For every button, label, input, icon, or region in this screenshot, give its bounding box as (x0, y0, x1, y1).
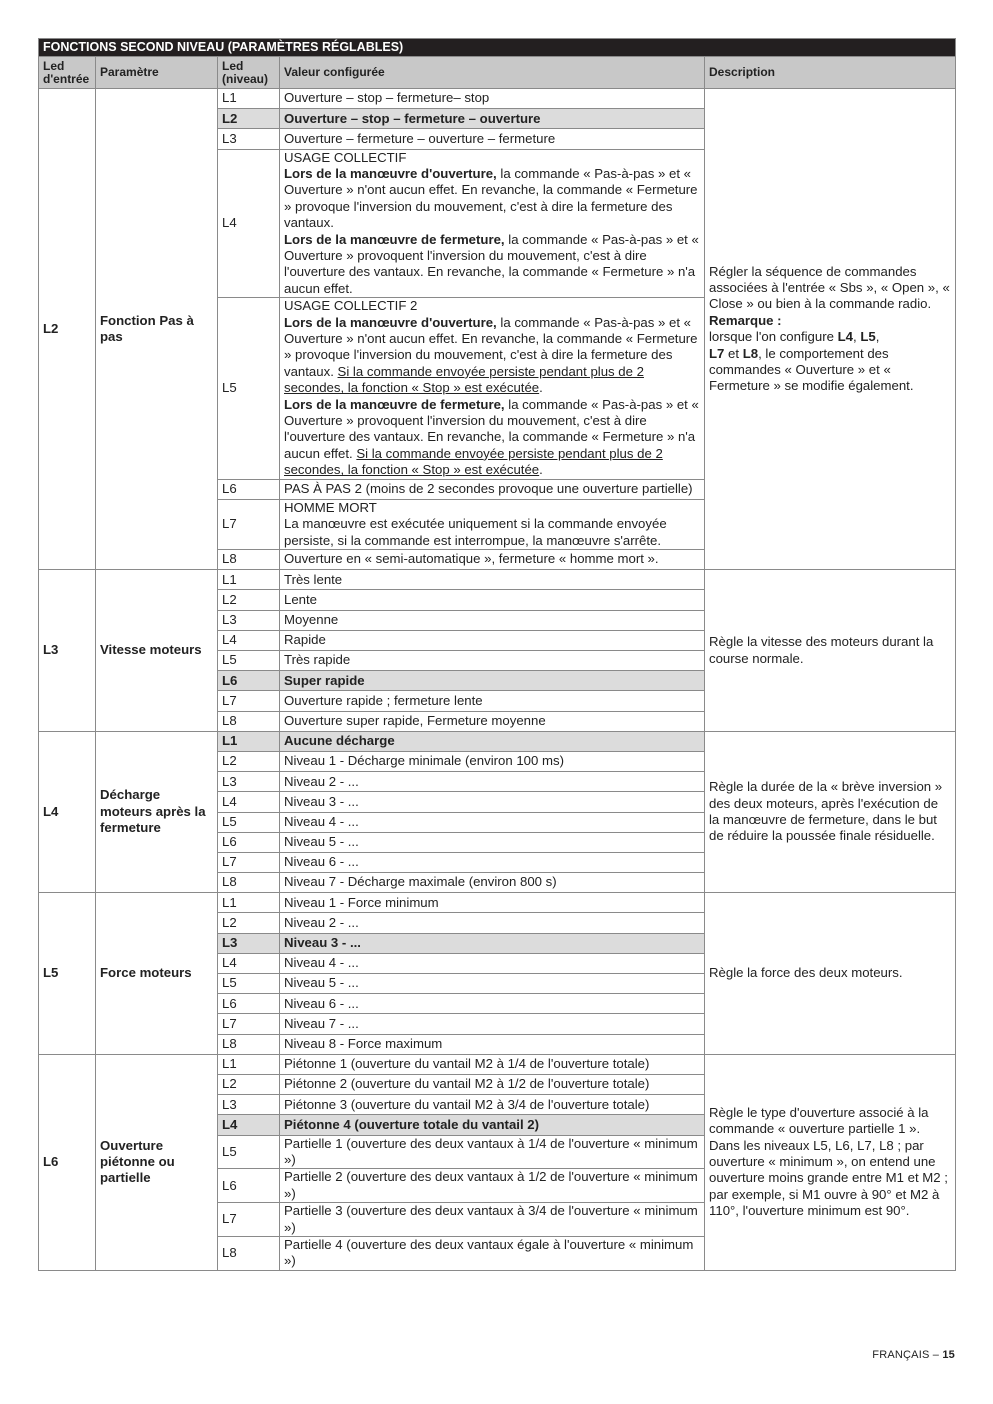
level-cell: L2 (218, 109, 280, 129)
group-code: L4 (39, 731, 96, 893)
table-row (39, 1054, 956, 1074)
group-parameter: Force moteurs (96, 893, 218, 1055)
value-bold-text: Lors de la manœuvre d'ouverture, (284, 165, 497, 181)
level-cell: L4 (218, 792, 280, 812)
value-cell: Lente (280, 590, 705, 610)
level-cell: L8 (218, 873, 280, 893)
level-cell: L1 (218, 89, 280, 109)
group-code: L6 (39, 1054, 96, 1270)
level-cell: L3 (218, 610, 280, 630)
level-cell: L1 (218, 893, 280, 913)
group-code: L2 (39, 89, 96, 570)
footer-language: FRANÇAIS – (872, 1349, 943, 1361)
value-cell: Piétonne 3 (ouverture du vantail M2 à 3/4 de l'ouverture totale) (280, 1095, 705, 1115)
value-cell: Ouverture en « semi-automatique », fermeture « homme mort ». (280, 550, 705, 570)
value-text: la commande « Pas-à-pas » et « Ouverture » n'ont aucun effet. En revanche, la commande « Fermeture » provoque l'inversion du mouvement, c'est à dire la fermeture des vantaux. (284, 314, 698, 379)
remark-text: et (724, 345, 743, 361)
table-title-row (39, 39, 956, 57)
level-cell: L5 (218, 974, 280, 994)
level-cell: L2 (218, 590, 280, 610)
header-value: Valeur configurée (280, 57, 705, 89)
level-cell: L2 (218, 751, 280, 771)
level-cell: L7 (218, 1014, 280, 1034)
level-cell: L2 (218, 1074, 280, 1094)
remark-code: L4 (837, 329, 854, 345)
value-heading: HOMME MORT (284, 499, 377, 515)
value-cell: Niveau 4 - ... (280, 812, 705, 832)
value-cell: Aucune décharge (280, 731, 705, 751)
group-parameter: Vitesse moteurs (96, 570, 218, 732)
remark-code: L7 (709, 345, 725, 361)
value-cell: Ouverture – stop – fermeture – ouverture (280, 109, 705, 129)
value-cell (280, 298, 705, 479)
level-cell: L5 (218, 1135, 280, 1169)
group-code: L5 (39, 893, 96, 1055)
value-cell: Ouverture – fermeture – ouverture – fermeture (280, 129, 705, 149)
description-intro: Régler la séquence de commandes associées à l'entrée « Sbs », « Open », « Close » ou bien à la commande radio. (709, 263, 950, 312)
level-cell: L7 (218, 1203, 280, 1237)
header-parameter: Paramètre (96, 57, 218, 89)
value-cell: Niveau 6 - ... (280, 852, 705, 872)
level-cell: L6 (218, 1169, 280, 1203)
level-cell: L3 (218, 129, 280, 149)
header-led-input-line1: Led (43, 58, 65, 73)
level-cell: L3 (218, 1095, 280, 1115)
header-led-level-line1: Led (222, 58, 244, 73)
value-heading: USAGE COLLECTIF (284, 149, 407, 165)
value-cell: Piétonne 4 (ouverture totale du vantail 2) (280, 1115, 705, 1135)
value-text: . (539, 380, 543, 396)
remark-text: , le comportement des commandes « Ouverture » et « Fermeture » se modifie également. (709, 345, 914, 394)
level-cell: L1 (218, 570, 280, 590)
level-cell: L2 (218, 913, 280, 933)
group-code: L3 (39, 570, 96, 732)
table-title: FONCTIONS SECOND NIVEAU (PARAMÈTRES RÉGLABLES) (39, 39, 956, 57)
value-text: la commande « Pas-à-pas » et « Ouverture » provoquent l'inversion du mouvement, c'est à dire l'ouverture des vantaux. En revanche, la commande « Fermeture » n'a aucun effet. (284, 396, 699, 461)
level-cell: L4 (218, 149, 280, 298)
value-cell: Niveau 2 - ... (280, 772, 705, 792)
value-cell: Rapide (280, 630, 705, 650)
level-cell: L7 (218, 499, 280, 549)
page-number: 15 (942, 1349, 955, 1361)
value-cell: Piétonne 2 (ouverture du vantail M2 à 1/2 de l'ouverture totale) (280, 1074, 705, 1094)
value-cell: Très rapide (280, 651, 705, 671)
level-cell: L1 (218, 731, 280, 751)
value-text: La manœuvre est exécutée uniquement si la commande envoyée persiste, si la commande est interrompue, la manœuvre s'arrête. (284, 516, 667, 548)
remark-text: lorsque l'on configure (709, 329, 838, 345)
value-cell: Piétonne 1 (ouverture du vantail M2 à 1/4 de l'ouverture totale) (280, 1054, 705, 1074)
functions-table (38, 38, 956, 1271)
level-cell: L5 (218, 651, 280, 671)
value-cell: Niveau 3 - ... (280, 792, 705, 812)
level-cell: L6 (218, 832, 280, 852)
remark-text: , (853, 329, 861, 345)
level-cell: L8 (218, 550, 280, 570)
group-parameter: Décharge moteurs après la fermeture (96, 731, 218, 893)
level-cell: L7 (218, 691, 280, 711)
level-cell: L5 (218, 298, 280, 479)
level-cell: L3 (218, 772, 280, 792)
level-cell: L8 (218, 1236, 280, 1270)
value-cell: Partielle 1 (ouverture des deux vantaux à 1/4 de l'ouverture « minimum ») (280, 1135, 705, 1169)
remark-label: Remarque : (709, 312, 782, 328)
page-footer (872, 1349, 955, 1361)
value-cell: Niveau 1 - Force minimum (280, 893, 705, 913)
value-cell: Partielle 4 (ouverture des deux vantaux égale à l'ouverture « minimum ») (280, 1236, 705, 1270)
header-led-level (218, 57, 280, 89)
level-cell: L4 (218, 953, 280, 973)
group-description: Règle le type d'ouverture associé à la commande « ouverture partielle 1 ». Dans les niveaux L5, L6, L7, L8 ; par ouverture « minimum », on entend une ouverture moins grande entre M1 et M2 ; par exemple, si M1 ouvre à 90° et M2 à 110°, l'ouverture minimum est 90°. (705, 1054, 956, 1270)
value-cell: Moyenne (280, 610, 705, 630)
table-header-row (39, 57, 956, 89)
header-led-level-line2: (niveau) (222, 71, 269, 86)
value-heading: USAGE COLLECTIF 2 (284, 298, 418, 314)
remark-text: , (875, 329, 880, 345)
value-cell: Très lente (280, 570, 705, 590)
value-cell: Partielle 3 (ouverture des deux vantaux à 3/4 de l'ouverture « minimum ») (280, 1203, 705, 1237)
group-description: Règle la durée de la « brève inversion » des deux moteurs, après l'exécution de la manœuvre de fermeture, dans le but de réduire la poussée finale résiduelle. (705, 731, 956, 893)
value-cell: Niveau 8 - Force maximum (280, 1034, 705, 1054)
value-cell: Ouverture rapide ; fermeture lente (280, 691, 705, 711)
level-cell: L8 (218, 1034, 280, 1054)
value-cell (280, 149, 705, 298)
value-cell: Partielle 2 (ouverture des deux vantaux à 1/2 de l'ouverture « minimum ») (280, 1169, 705, 1203)
value-cell: Ouverture – stop – fermeture– stop (280, 89, 705, 109)
value-cell: Niveau 5 - ... (280, 832, 705, 852)
value-underlined-text: Si la commande envoyée persiste pendant plus de 2 secondes, la fonction « Stop » est exécutée (284, 363, 644, 396)
level-cell: L3 (218, 933, 280, 953)
value-text: . (539, 462, 543, 478)
value-cell: Niveau 7 - Décharge maximale (environ 800 s) (280, 873, 705, 893)
level-cell: L6 (218, 479, 280, 499)
level-cell: L5 (218, 812, 280, 832)
table-row (39, 893, 956, 913)
value-cell: Super rapide (280, 671, 705, 691)
group-parameter: Fonction Pas à pas (96, 89, 218, 570)
level-cell: L8 (218, 711, 280, 731)
value-text: la commande « Pas-à-pas » et « Ouverture » provoquent l'inversion du mouvement, c'est à dire l'ouverture des vantaux. En revanche, la commande « Fermeture » n'a aucun effet. (284, 231, 699, 296)
remark-code: L5 (860, 329, 876, 345)
level-cell: L7 (218, 852, 280, 872)
header-description: Description (705, 57, 956, 89)
group-description: Règle la vitesse des moteurs durant la course normale. (705, 570, 956, 732)
value-cell: PAS À PAS 2 (moins de 2 secondes provoque une ouverture partielle) (280, 479, 705, 499)
level-cell: L4 (218, 630, 280, 650)
remark-code: L8 (742, 345, 759, 361)
table-row (39, 731, 956, 751)
value-cell: Niveau 3 - ... (280, 933, 705, 953)
value-text: la commande « Pas-à-pas » et « Ouverture » n'ont aucun effet. En revanche, la commande « Fermeture » provoque l'inversion du mouvement, c'est à dire la fermeture des vantaux. (284, 165, 698, 231)
group-description (705, 89, 956, 570)
header-led-input-line2: d'entrée (43, 71, 90, 86)
level-cell: L4 (218, 1115, 280, 1135)
table-row (39, 89, 956, 109)
level-cell: L1 (218, 1054, 280, 1074)
group-parameter: Ouverture piétonne ou partielle (96, 1054, 218, 1270)
level-cell: L6 (218, 671, 280, 691)
level-cell: L6 (218, 994, 280, 1014)
value-bold-text: Lors de la manœuvre d'ouverture, (284, 314, 497, 330)
value-cell: Niveau 4 - ... (280, 953, 705, 973)
value-cell: Niveau 6 - ... (280, 994, 705, 1014)
group-description: Règle la force des deux moteurs. (705, 893, 956, 1055)
table-row (39, 570, 956, 590)
value-underlined-text: Si la commande envoyée persiste pendant plus de 2 secondes, la fonction « Stop » est exécutée (284, 445, 663, 478)
value-cell: Niveau 1 - Décharge minimale (environ 100 ms) (280, 751, 705, 771)
value-bold-text: Lors de la manœuvre de fermeture, (284, 396, 505, 412)
header-led-input (39, 57, 96, 89)
value-cell: Niveau 5 - ... (280, 974, 705, 994)
value-cell: Niveau 7 - ... (280, 1014, 705, 1034)
value-cell (280, 499, 705, 549)
value-bold-text: Lors de la manœuvre de fermeture, (284, 231, 505, 247)
value-cell: Ouverture super rapide, Fermeture moyenne (280, 711, 705, 731)
value-cell: Niveau 2 - ... (280, 913, 705, 933)
